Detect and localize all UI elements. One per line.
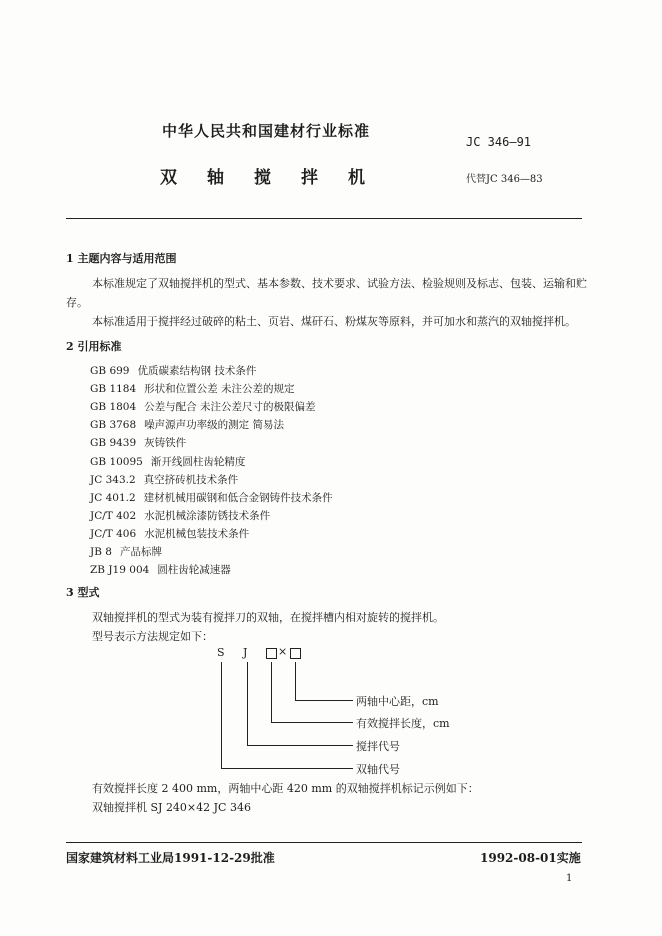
length-placeholder-box [266, 648, 277, 659]
document-title: 双轴搅拌机 [160, 168, 395, 188]
leader-arm-s [221, 768, 353, 769]
section-1-paragraph-2: 本标准适用于搅拌经过破碎的粘土、页岩、煤矸石、粉煤灰等原料，并可加水和蒸汽的双轴搅拌机。 [92, 315, 576, 328]
leader-line-distance [295, 662, 296, 701]
reference-item [90, 381, 295, 396]
section-1-paragraph-1: 本标准规定了双轴搅拌机的型式、基本参数、技术要求、试验方法、检验规则及标志、包装、运输和贮 [92, 277, 587, 290]
section-2-heading: 2 引用标准 [66, 340, 122, 353]
model-letter-s: S [217, 646, 225, 659]
section-1-paragraph-1-cont: 存。 [66, 296, 88, 309]
reference-item [90, 363, 256, 378]
label-effective-length: 有效搅拌长度，cm [356, 717, 450, 730]
leader-arm-j [247, 745, 353, 746]
label-mixer-code: 搅拌代号 [356, 740, 400, 753]
reference-item [90, 562, 231, 577]
reference-item [90, 399, 316, 414]
section-3-paragraph-2: 型号表示方法规定如下： [92, 630, 213, 643]
reference-code: JC 343.2 [90, 473, 136, 486]
reference-item [90, 526, 249, 541]
reference-title: 噪声源声功率级的测定 简易法 [144, 419, 285, 432]
section-1-heading: 1 主题内容与适用范围 [66, 252, 177, 265]
reference-code: GB 1184 [90, 383, 137, 396]
reference-code: GB 1804 [90, 401, 137, 414]
reference-item [90, 435, 186, 450]
reference-title: 圆柱齿轮减速器 [157, 564, 231, 577]
implementation-date: 1992-08-01实施 [480, 851, 581, 865]
reference-code: JC 401.2 [90, 491, 136, 504]
page-number: 1 [566, 873, 573, 884]
reference-title: 产品标牌 [119, 546, 162, 558]
section-3-heading: 3 型式 [66, 586, 100, 599]
reference-item [90, 490, 333, 505]
reference-item [90, 508, 270, 523]
reference-code: GB 10095 [90, 455, 143, 468]
section-3-example-intro: 有效搅拌长度 2 400 mm，两轴中心距 420 mm 的双轴搅拌机标记示例如下： [92, 782, 479, 795]
reference-item [90, 472, 238, 487]
reference-title: 公差与配合 未注公差尺寸的极限偏差 [144, 401, 316, 414]
reference-title: 渐开线圆柱齿轮精度 [150, 455, 246, 468]
reference-code: JC/T 402 [90, 509, 137, 522]
model-letter-j: J [243, 646, 248, 659]
header-rule [66, 218, 582, 219]
reference-code: JB 8 [90, 546, 112, 558]
reference-title: 真空挤砖机技术条件 [143, 473, 239, 486]
reference-code: GB 9439 [90, 437, 137, 450]
leader-arm-length [271, 722, 353, 723]
section-3-paragraph-1: 双轴搅拌机的型式为装有搅拌刀的双轴，在搅拌槽内相对旋转的搅拌机。 [92, 611, 444, 624]
footer-rule [66, 842, 582, 843]
reference-code: GB 3768 [90, 419, 137, 432]
reference-item [90, 417, 284, 432]
times-sign: × [278, 645, 288, 658]
approval-note: 国家建筑材料工业局1991-12-29批准 [66, 851, 275, 865]
label-axis-distance: 两轴中心距，cm [356, 695, 439, 708]
replaces-standard: 代替JC 346—83 [466, 174, 543, 185]
leader-line-j [247, 662, 248, 746]
reference-title: 形状和位置公差 未注公差的规定 [144, 383, 295, 396]
leader-line-s [221, 662, 222, 769]
label-twin-shaft-code: 双轴代号 [356, 763, 400, 776]
reference-item [90, 544, 162, 559]
reference-title: 灰铸铁件 [144, 437, 187, 450]
distance-placeholder-box [290, 648, 301, 659]
reference-item [90, 454, 245, 469]
reference-code: ZB J19 004 [90, 564, 150, 577]
industry-standard-title: 中华人民共和国建材行业标准 [162, 122, 371, 140]
reference-title: 优质碳素结构钢 技术条件 [137, 365, 257, 377]
standard-code: JC 346—91 [466, 135, 532, 149]
reference-title: 水泥机械涂漆防锈技术条件 [144, 509, 271, 522]
reference-code: JC/T 406 [90, 527, 137, 540]
leader-arm-distance [295, 700, 353, 701]
section-3-example-marking: 双轴搅拌机 SJ 240×42 JC 346 [92, 801, 251, 814]
reference-title: 建材机械用碳钢和低合金钢铸件技术条件 [143, 491, 333, 504]
reference-title: 水泥机械包装技术条件 [144, 527, 250, 540]
reference-code: GB 699 [90, 365, 130, 377]
leader-line-length [271, 662, 272, 723]
